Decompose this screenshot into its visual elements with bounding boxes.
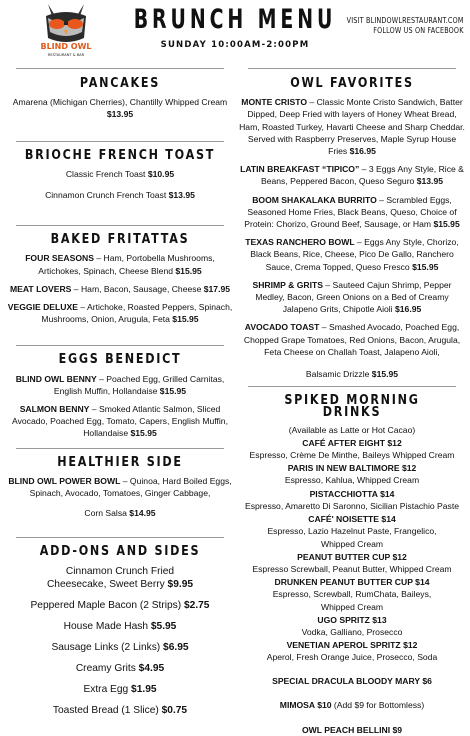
menu-item-power-bowl-cont: Corn Salsa $14.95 xyxy=(84,508,156,519)
menu-item-pancakes: Amarena (Michigan Cherries), Chantilly Whipped Cream $13.95 xyxy=(12,97,228,120)
section-title-fritattas: BAKED FRITATTAS xyxy=(50,232,190,248)
drink-cafe-noisette: CAFÉ' NOISETTE $14 Espresso, Lazio Hazelnut Paste, Frangelico, Whipped Cream xyxy=(267,514,437,549)
drinks-note: (Available as Latte or Hot Cacao) xyxy=(288,424,416,435)
drink-ugo-spritz: UGO SPRITZ $13 Vodka, Galliano, Prosecco xyxy=(301,614,403,637)
drink-drunken-pb-cup: DRUNKEN PEANUT BUTTER CUP $14 Espresso, Screwball, RumChata, Baileys, Whipped Cream xyxy=(272,577,432,612)
menu-item-power-bowl: BLIND OWL POWER BOWL – Quinoa, Hard Boiled Eggs, Spinach, Avocado, Tomatoes, Ginger Cabbage, xyxy=(8,475,232,499)
menu-item-cinnamon-french-toast: Cinnamon Crunch French Toast $13.95 xyxy=(45,190,195,201)
drink-pistacchiotta: PISTACCHIOTTA $14 Espresso, Amaretto Di Saronno, Sicilian Pistachio Paste xyxy=(245,488,459,511)
drink-peach-bellini: OWL PEACH BELLINI $9 xyxy=(301,724,403,735)
right-column xyxy=(238,62,466,736)
visit-info xyxy=(347,16,464,36)
drink-dracula-bloody-mary: SPECIAL DRACULA BLOODY MARY $6 xyxy=(272,675,432,686)
drink-paris-new-baltimore: PARIS IN NEW BALTIMORE $12 Espresso, Kahlua, Whipped Cream xyxy=(284,463,420,486)
menu-item-blind-owl-benny: BLIND OWL BENNY – Poached Egg, Grilled Carnitas, English Muffin, Hollandaise $15.95 xyxy=(15,373,225,396)
facebook-link[interactable]: FOLLOW US ON FACEBOOK xyxy=(373,26,464,35)
addon-item-bacon: Peppered Maple Bacon (2 Strips) $2.75 xyxy=(30,599,210,611)
menu-item-latin-breakfast: LATIN BREAKFAST “TIPICO” – 3 Eggs Any Style, Rice & Beans, Peppered Bacon, Queso Seguro $13.95 xyxy=(240,164,464,187)
section-title-drinks: SPIKED MORNING DRINKS xyxy=(284,393,420,421)
menu-item-avocado-toast-cont: Balsamic Drizzle $15.95 xyxy=(305,369,399,380)
menu-item-four-seasons: FOUR SEASONS – Ham, Portobella Mushrooms, Artichokes, Spinach, Cheese Blend $15.95 xyxy=(25,253,215,276)
menu-item-shrimp-grits: SHRIMP & GRITS – Sauteed Cajun Shrimp, Pepper Medley, Bacon, Green Onions on a Bed of Creamy Jalapeno Grits, Chipotle Aioli $16.95 xyxy=(252,279,452,315)
section-title-brioche: BRIOCHE FRENCH TOAST xyxy=(24,147,216,163)
section-title-benedict: EGGS BENEDICT xyxy=(58,352,182,368)
menu-item-veggie-deluxe: VEGGIE DELUXE – Artichoke, Roasted Peppers, Spinach, Mushrooms, Onion, Arugula, Feta $15.95 xyxy=(7,302,233,325)
service-hours: SUNDAY 10:00AM-2:00PM xyxy=(160,40,310,50)
section-title-addons: ADD-ONS AND SIDES xyxy=(39,544,201,560)
section-title-healthier: HEALTHIER SIDE xyxy=(57,454,183,470)
menu-item-classic-french-toast: Classic French Toast $10.95 xyxy=(65,168,175,179)
left-column xyxy=(6,62,234,725)
addon-item-hash: House Made Hash $5.95 xyxy=(63,620,177,632)
svg-text:RESTAURANT & BAR: RESTAURANT & BAR xyxy=(47,53,85,57)
menu-item-monte-cristo: MONTE CRISTO – Classic Monte Cristo Sandwich, Batter Dipped, Deep Fried with layers of Honey Wheat Bread, Ham, Roasted Turkey, Havarti Cheese and Sharp Cheddar. Served with Raspberry Preserves, Maple Syrup House Fries $16.95 xyxy=(239,97,465,157)
menu-item-boom-burrito: BOOM SHAKALAKA BURRITO – Scrambled Eggs, Seasoned Home Fries, Black Beans, Queso, Choice of Protein: Chorizo, Ground Beef, Sausage, or Ham $15.95 xyxy=(244,194,460,230)
section-title-favorites: OWL FAVORITES xyxy=(290,76,414,91)
section-title-pancakes: PANCAKES xyxy=(79,76,161,91)
addon-item-egg: Extra Egg $1.95 xyxy=(83,683,157,695)
addon-item-bread: Toasted Bread (1 Slice) $0.75 xyxy=(52,704,188,716)
menu-item-meat-lovers: MEAT LOVERS – Ham, Bacon, Sausage, Cheese $17.95 xyxy=(9,283,231,294)
drink-venetian-spritz: VENETIAN APEROL SPRITZ $12 Aperol, Fresh Orange Juice, Prosecco, Soda xyxy=(266,640,438,663)
svg-text:BLIND OWL: BLIND OWL xyxy=(40,42,92,51)
menu-item-texas-ranchero: TEXAS RANCHERO BOWL – Eggs Any Style, Chorizo, Black Beans, Rice, Cheese, Pico De Gallo, Ranchero Sauce, Crema Topped, Queso Fresco $15.95 xyxy=(245,237,459,272)
drink-peanut-butter-cup: PEANUT BUTTER CUP $12 Espresso Screwball, Peanut Butter, Whipped Cream xyxy=(252,551,452,574)
page-title: BRUNCH MENU xyxy=(133,4,337,35)
drink-mimosa: MIMOSA $10 (Add $9 for Bottomless) xyxy=(279,699,425,710)
website-link[interactable]: VISIT BLINDOWLRESTAURANT.COM xyxy=(347,16,464,25)
addon-item-sausage: Sausage Links (2 Links) $6.95 xyxy=(51,641,189,653)
menu-header xyxy=(0,0,470,62)
addon-item-grits: Creamy Grits $4.95 xyxy=(75,662,165,674)
addon-item-cheesecake: Cinnamon Crunch Fried Cheesecake, Sweet Berry $9.95 xyxy=(46,565,194,590)
drink-cafe-after-eight: CAFÉ AFTER EIGHT $12 Espresso, Crème De Minthe, Baileys Whipped Cream xyxy=(249,437,455,461)
menu-item-avocado-toast: AVOCADO TOAST – Smashed Avocado, Poached Egg, Chopped Grape Tomatoes, Red Onions, Bacon, Arugula, Feta Cheese on Challah Toast, Jalapeno Aioli, xyxy=(243,322,461,357)
menu-item-salmon-benny: SALMON BENNY – Smoked Atlantic Salmon, Sliced Avocado, Poached Egg, Tomato, Capers, English Muffin, Hollandaise $15.95 xyxy=(12,404,228,439)
